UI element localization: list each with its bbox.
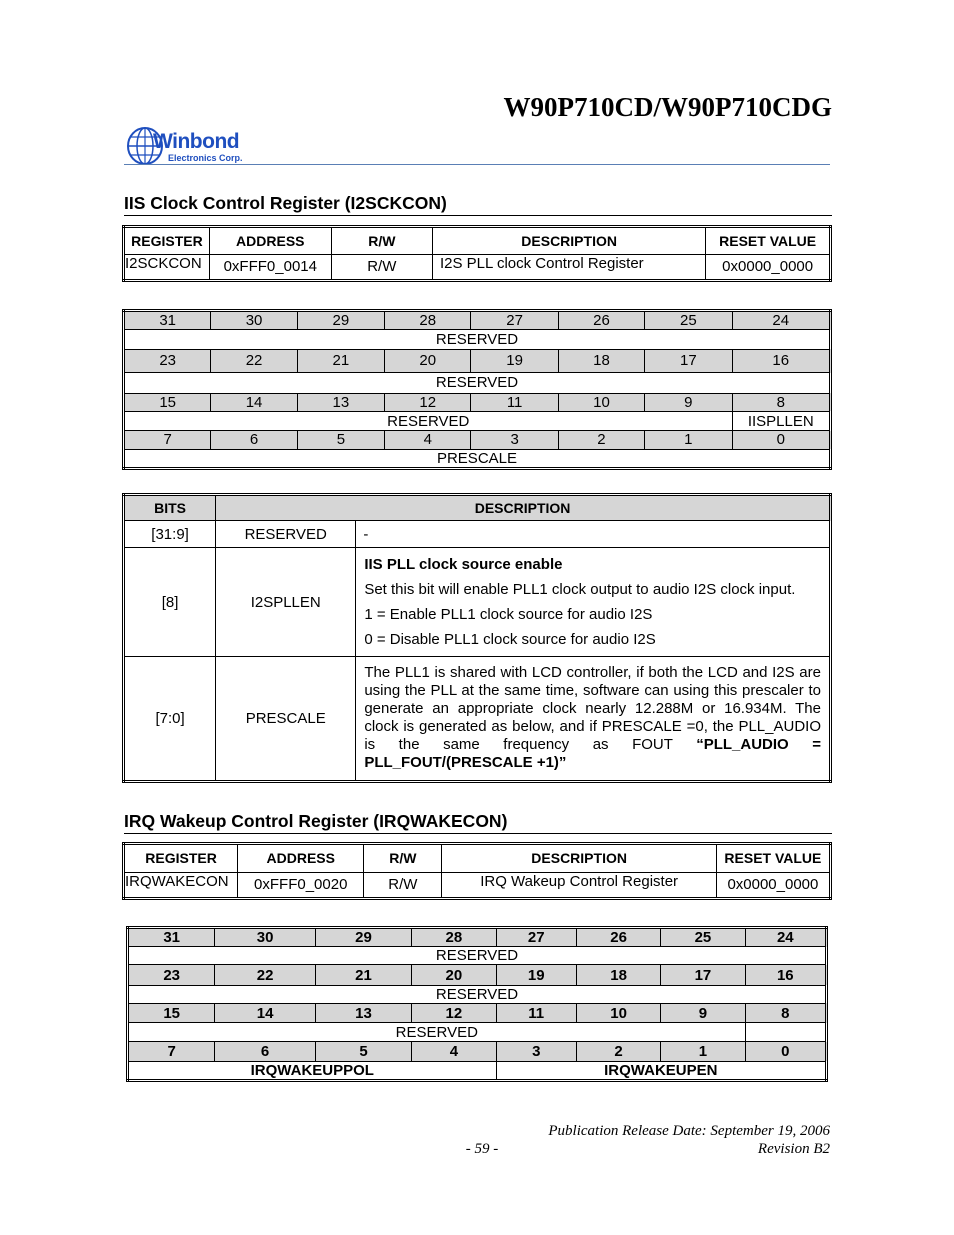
register-name: I2SCKCON: [124, 254, 210, 281]
bit-5: 5: [315, 1042, 411, 1061]
field-reserved: RESERVED: [128, 947, 827, 965]
winbond-logo: [127, 126, 257, 166]
bit-7: 7: [124, 431, 211, 449]
bit-12: 12: [385, 393, 471, 411]
bit-3: 3: [496, 1042, 576, 1061]
desc-text: The PLL1 is shared with LCD controller, if both the LCD and I2S are using the PLL at the same time, software can using this prescaler to generate an appropriate clock nearly 12.288M or 16.934M. The clock is generated as below, and if PRESCALE =0, the PLL_AUDIO is the same frequency as FOUT: [364, 663, 821, 753]
bit-0: 0: [732, 431, 830, 449]
bit-26: 26: [576, 928, 660, 947]
field-irqwakeupen: IRQWAKEUPEN: [496, 1061, 826, 1080]
bit-17: 17: [661, 965, 745, 985]
bit-27: 27: [471, 311, 558, 330]
field-reserved: RESERVED: [128, 985, 827, 1003]
register-rw: R/W: [364, 872, 442, 898]
header-address: ADDRESS: [209, 227, 331, 255]
bit-12: 12: [412, 1003, 496, 1022]
bit-6: 6: [211, 431, 297, 449]
register-address: 0xFFF0_0014: [209, 254, 331, 281]
register-reset-value: 0x0000_0000: [716, 872, 830, 898]
field-description: -: [356, 521, 831, 548]
footer-revision: Revision B2: [757, 1141, 830, 1157]
bit-15: 15: [124, 393, 211, 411]
bit-31: 31: [124, 311, 211, 330]
bit-14: 14: [211, 393, 297, 411]
bit-13: 13: [297, 393, 384, 411]
bit-24: 24: [745, 928, 826, 947]
bits-range: [8]: [124, 548, 216, 657]
bit-20: 20: [385, 349, 471, 372]
field-description: [356, 548, 831, 657]
header-register: REGISTER: [124, 227, 210, 255]
bit-9: 9: [645, 393, 732, 411]
bit-28: 28: [412, 928, 496, 947]
header-description: DESCRIPTION: [216, 495, 831, 521]
bit-22: 22: [215, 965, 315, 985]
bit-10: 10: [558, 393, 644, 411]
register-description: I2S PLL clock Control Register: [432, 254, 705, 281]
desc-line: 1 = Enable PLL1 clock source for audio I2S: [364, 606, 653, 623]
bit-2: 2: [558, 431, 644, 449]
bit-14: 14: [215, 1003, 315, 1022]
register-name: IRQWAKECON: [124, 872, 238, 898]
bit-31: 31: [128, 928, 215, 947]
logo-subtitle: Electronics Corp.: [168, 153, 243, 163]
header-description: DESCRIPTION: [442, 844, 716, 873]
section-rule: [124, 215, 832, 216]
field-name: I2SPLLEN: [216, 548, 356, 657]
section-title-irqwakecon: IRQ Wakeup Control Register (IRQWAKECON): [124, 811, 508, 831]
bit-23: 23: [124, 349, 211, 372]
register-description: IRQ Wakeup Control Register: [442, 872, 716, 898]
desc-line: Set this bit will enable PLL1 clock output to audio I2S clock input.: [364, 581, 796, 598]
bits-range: [7:0]: [124, 657, 216, 782]
bit-25: 25: [645, 311, 732, 330]
header-rw: R/W: [364, 844, 442, 873]
header-address: ADDRESS: [238, 844, 364, 873]
register-summary-table-irqwakecon: [122, 842, 832, 900]
bit-8: 8: [732, 393, 830, 411]
bit-18: 18: [558, 349, 644, 372]
bit-30: 30: [211, 311, 297, 330]
desc-title: IIS PLL clock source enable: [364, 556, 563, 573]
bit-map-table-irqwakecon: [126, 926, 828, 1082]
bit-25: 25: [661, 928, 745, 947]
bit-16: 16: [732, 349, 830, 372]
register-summary-table-i2sckcon: [122, 225, 832, 282]
bit-15: 15: [128, 1003, 215, 1022]
bit-11: 11: [471, 393, 558, 411]
document-title: W90P710CD/W90P710CDG: [503, 92, 832, 122]
bit-19: 19: [471, 349, 558, 372]
bit-0: 0: [745, 1042, 826, 1061]
field-iispllen: IISPLLEN: [732, 411, 830, 430]
header-rule: [124, 164, 830, 165]
bit-description-table-i2sckcon: [122, 493, 832, 783]
field-name: PRESCALE: [216, 657, 356, 782]
bit-29: 29: [315, 928, 411, 947]
field-prescale: PRESCALE: [124, 449, 831, 468]
bit-3: 3: [471, 431, 558, 449]
section-rule: [124, 833, 832, 834]
bit-7: 7: [128, 1042, 215, 1061]
bit-1: 1: [661, 1042, 745, 1061]
desc-formula: “PLL_AUDIO = PLL_FOUT/(PRESCALE +1)”: [364, 735, 822, 771]
header-register: REGISTER: [124, 844, 238, 873]
field-reserved: RESERVED: [128, 1023, 746, 1042]
bit-5: 5: [297, 431, 384, 449]
bit-4: 4: [385, 431, 471, 449]
bit-map-table-i2sckcon: [122, 309, 832, 470]
section-title-i2sckcon: IIS Clock Control Register (I2SCKCON): [124, 193, 447, 213]
bit-28: 28: [385, 311, 471, 330]
bit-18: 18: [576, 965, 660, 985]
bit-2: 2: [576, 1042, 660, 1061]
field-irqwakeuppol: IRQWAKEUPPOL: [128, 1061, 497, 1080]
register-address: 0xFFF0_0020: [238, 872, 364, 898]
register-reset-value: 0x0000_0000: [706, 254, 831, 281]
bit-26: 26: [558, 311, 644, 330]
bits-range: [31:9]: [124, 521, 216, 548]
bit-27: 27: [496, 928, 576, 947]
bit-21: 21: [315, 965, 411, 985]
field-reserved: RESERVED: [124, 330, 831, 349]
register-rw: R/W: [331, 254, 432, 281]
bit-8: 8: [745, 1003, 826, 1022]
bit-30: 30: [215, 928, 315, 947]
bit-21: 21: [297, 349, 384, 372]
field-reserved: RESERVED: [124, 373, 831, 393]
desc-line: 0 = Disable PLL1 clock source for audio I2S: [364, 631, 656, 648]
header-reset-value: RESET VALUE: [716, 844, 830, 873]
field-description: [356, 657, 831, 782]
bit-13: 13: [315, 1003, 411, 1022]
bit-10: 10: [576, 1003, 660, 1022]
field-name: RESERVED: [216, 521, 356, 548]
header-rw: R/W: [331, 227, 432, 255]
header-reset-value: RESET VALUE: [706, 227, 831, 255]
header-bits: BITS: [124, 495, 216, 521]
footer-release-date: Publication Release Date: September 19, 2006: [548, 1123, 830, 1139]
header-description: DESCRIPTION: [432, 227, 705, 255]
bit-23: 23: [128, 965, 215, 985]
bit-6: 6: [215, 1042, 315, 1061]
logo-wordmark: Winbond: [153, 130, 240, 153]
bit-24: 24: [732, 311, 830, 330]
bit-22: 22: [211, 349, 297, 372]
bit-20: 20: [412, 965, 496, 985]
bit-17: 17: [645, 349, 732, 372]
bit-29: 29: [297, 311, 384, 330]
bit-1: 1: [645, 431, 732, 449]
bit-11: 11: [496, 1003, 576, 1022]
bit-19: 19: [496, 965, 576, 985]
bit-4: 4: [412, 1042, 496, 1061]
field-reserved: RESERVED: [124, 411, 733, 430]
footer-page-number: - 59 -: [465, 1141, 499, 1157]
bit-9: 9: [661, 1003, 745, 1022]
bit-16: 16: [745, 965, 826, 985]
field-bit8-empty: [745, 1023, 826, 1042]
